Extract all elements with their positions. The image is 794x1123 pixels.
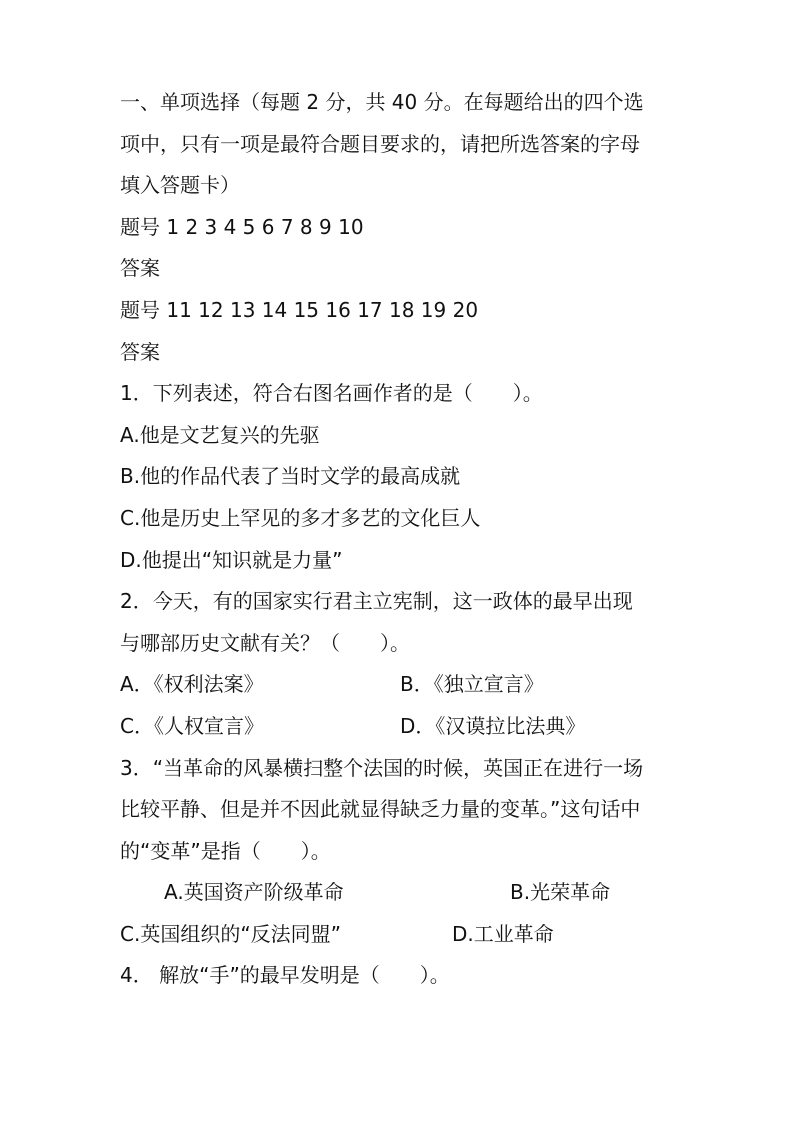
question-4	[120, 955, 680, 997]
question-1	[120, 373, 680, 581]
section-heading-line: 项中，只有一项是最符合题目要求的，请把所选答案的字母	[120, 131, 640, 156]
exam-content	[120, 82, 680, 997]
answer-table-row-numbers: 题号 11 12 13 14 15 16 17 18 19 20	[120, 297, 479, 322]
option-row	[120, 872, 680, 914]
option-row	[120, 706, 680, 748]
question-option: C.他是历史上罕见的多才多艺的文化巨人	[120, 505, 481, 530]
question-stem: 比较平静、但是并不因此就显得缺乏力量的变革。”这句话中	[120, 797, 641, 822]
answer-table-row-answer: 答案	[120, 256, 160, 281]
option-row	[120, 914, 680, 956]
question-option: C．《人权宣言》	[120, 713, 264, 738]
option-row	[120, 664, 680, 706]
answer-table-row-answer: 答案	[120, 339, 160, 364]
question-option: D．《汉谟拉比法典》	[400, 713, 586, 738]
question-stem: 1．下列表述，符合右图名画作者的是（ ）。	[120, 381, 543, 406]
section-heading	[120, 82, 680, 207]
section-heading-line: 填入答题卡）	[120, 173, 240, 198]
question-option: A．《权利法案》	[120, 672, 264, 697]
question-stem: 4． 解放“手”的最早发明是（ ）。	[120, 963, 450, 988]
question-option: D.他提出“知识就是力量”	[120, 547, 343, 572]
answer-table	[120, 207, 680, 373]
answer-table-row-numbers: 题号 1 2 3 4 5 6 7 8 9 10	[120, 214, 364, 239]
question-option: B.光荣革命	[510, 880, 611, 905]
question-option: A.他是文艺复兴的先驱	[120, 422, 320, 447]
question-option: B.他的作品代表了当时文学的最高成就	[120, 464, 461, 489]
question-stem: 与哪部历史文献有关？（ ）。	[120, 630, 410, 655]
question-2	[120, 581, 680, 747]
question-stem: 的“变革”是指（ ）。	[120, 838, 331, 863]
section-heading-line: 一、单项选择（每题 2 分，共 40 分。在每题给出的四个选	[120, 90, 644, 114]
question-option: B．《独立宣言》	[400, 672, 544, 697]
question-option: A.英国资产阶级革命	[164, 880, 344, 905]
question-option: D.工业革命	[452, 921, 554, 946]
question-stem: 2．今天，有的国家实行君主立宪制，这一政体的最早出现	[120, 589, 633, 614]
question-stem: 3．“当革命的风暴横扫整个法国的时候，英国正在进行一场	[120, 755, 644, 780]
question-option: C.英国组织的“反法同盟”	[120, 921, 342, 946]
question-3	[120, 748, 680, 956]
